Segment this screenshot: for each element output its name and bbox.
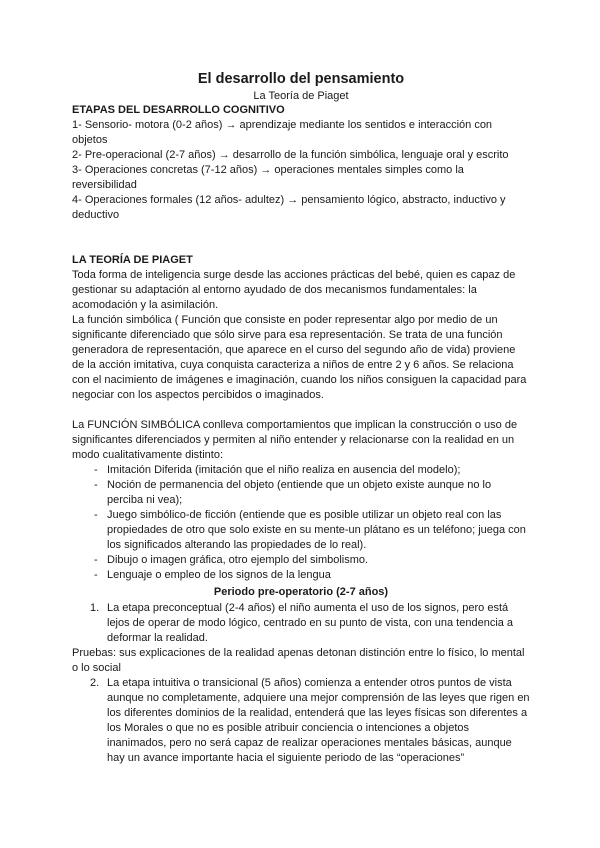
symbolic-intro: La FUNCIÓN SIMBÓLICA conlleva comportamientos que implican la construcción o uso de significantes diferenciados y permiten al niño entender y relacionarse con la realidad en un modo cualitativamente distinto: [72, 419, 518, 461]
document-page [72, 68, 530, 766]
spacer [72, 403, 530, 418]
list-item [72, 676, 530, 766]
theory-heading: LA TEORÍA DE PIAGET [72, 254, 193, 266]
preop-heading: Periodo pre-operatorio (2-7 años) [213, 586, 389, 598]
list-item [72, 601, 530, 646]
list-item: - Noción de permanencia del objeto (entiende que un objeto existe aunque no lo perciba ni vea); [72, 478, 530, 508]
stage-item: 4- Operaciones formales (12 años- adultez) → pensamiento lógico, abstracto, inductivo y deductivo [72, 194, 506, 221]
preop-list-2 [72, 676, 530, 766]
stage-item: 1- Sensorio- motora (0-2 años) → aprendizaje mediante los sentidos e interacción con objetos [72, 119, 493, 146]
theory-paragraph: Toda forma de inteligencia surge desde las acciones prácticas del bebé, quien es capaz de gestionar su adaptación al entorno ayudado de dos mecanismos fundamentales: la acomodación y la asimilación. [72, 269, 516, 311]
list-item-text: La etapa intuitiva o transicional (5 años) comienza a entender otros puntos de vista aunque no completamente, adquiere una mejor comprensión de las leyes que rigen en los diferentes dominios de la realidad, entenderá que las leyes físicas son diferentes a los Morales o que no es posible atribuir conciencia o intenciones a objetos inanimados, pero no será capaz de realizar operaciones mentales básicas, aunque hay un avance importante hacia el siguiente periodo de las “operaciones” [107, 677, 530, 764]
document-title: El desarrollo del pensamiento [197, 71, 405, 87]
pruebas-paragraph: Pruebas: sus explicaciones de la realidad apenas detonan distinción entre lo físico, lo mental o lo social [72, 647, 525, 674]
list-item: - Dibujo o imagen gráfica, otro ejemplo del simbolismo. [72, 553, 530, 568]
stages-heading: ETAPAS DEL DESARROLLO COGNITIVO [72, 104, 285, 116]
stage-item: 2- Pre-operacional (2-7 años) → desarrollo de la función simbólica, lenguaje oral y escrito [72, 149, 509, 161]
list-item: - Juego simbólico-de ficción (entiende que es posible utilizar un objeto real con las propiedades de otro que solo existe en su mente-un plátano es un teléfono; juega con los significados alterando las propiedades de lo real). [72, 508, 530, 553]
list-item: - Imitación Diferida (imitación que el niño realiza en ausencia del modelo); [72, 463, 530, 478]
theory-paragraph: La función simbólica ( Función que consiste en poder representar algo por medio de un significante diferenciado que sólo sirve para esa representación. Se trata de una función generadora de representación, que aparece en el curso del segundo año de vida) proviene de la acción imitativa, cuya conquista caracteriza a niños de entre 2 y 6 años. Se relaciona con el nacimiento de imágenes e imaginación, cuando los niños consiguen la capacidad para negociar con los aspectos percibidos o imaginados. [72, 314, 527, 401]
document-subtitle: La Teoría de Piaget [253, 90, 349, 102]
stage-item: 3- Operaciones concretas (7-12 años) → operaciones mentales simples como la reversibilidad [72, 164, 464, 191]
list-number: 2. [90, 677, 100, 689]
symbolic-list [72, 463, 530, 583]
list-number: 1. [90, 602, 100, 614]
spacer [72, 223, 530, 253]
list-item: - Lenguaje o empleo de los signos de la lengua [72, 568, 530, 583]
list-item-text: La etapa preconceptual (2-4 años) el niño aumenta el uso de los signos, pero está lejos de operar de modo lógico, centrado en su punto de vista, con una tendencia a deformar la realidad. [107, 602, 514, 644]
preop-list-1 [72, 601, 530, 646]
